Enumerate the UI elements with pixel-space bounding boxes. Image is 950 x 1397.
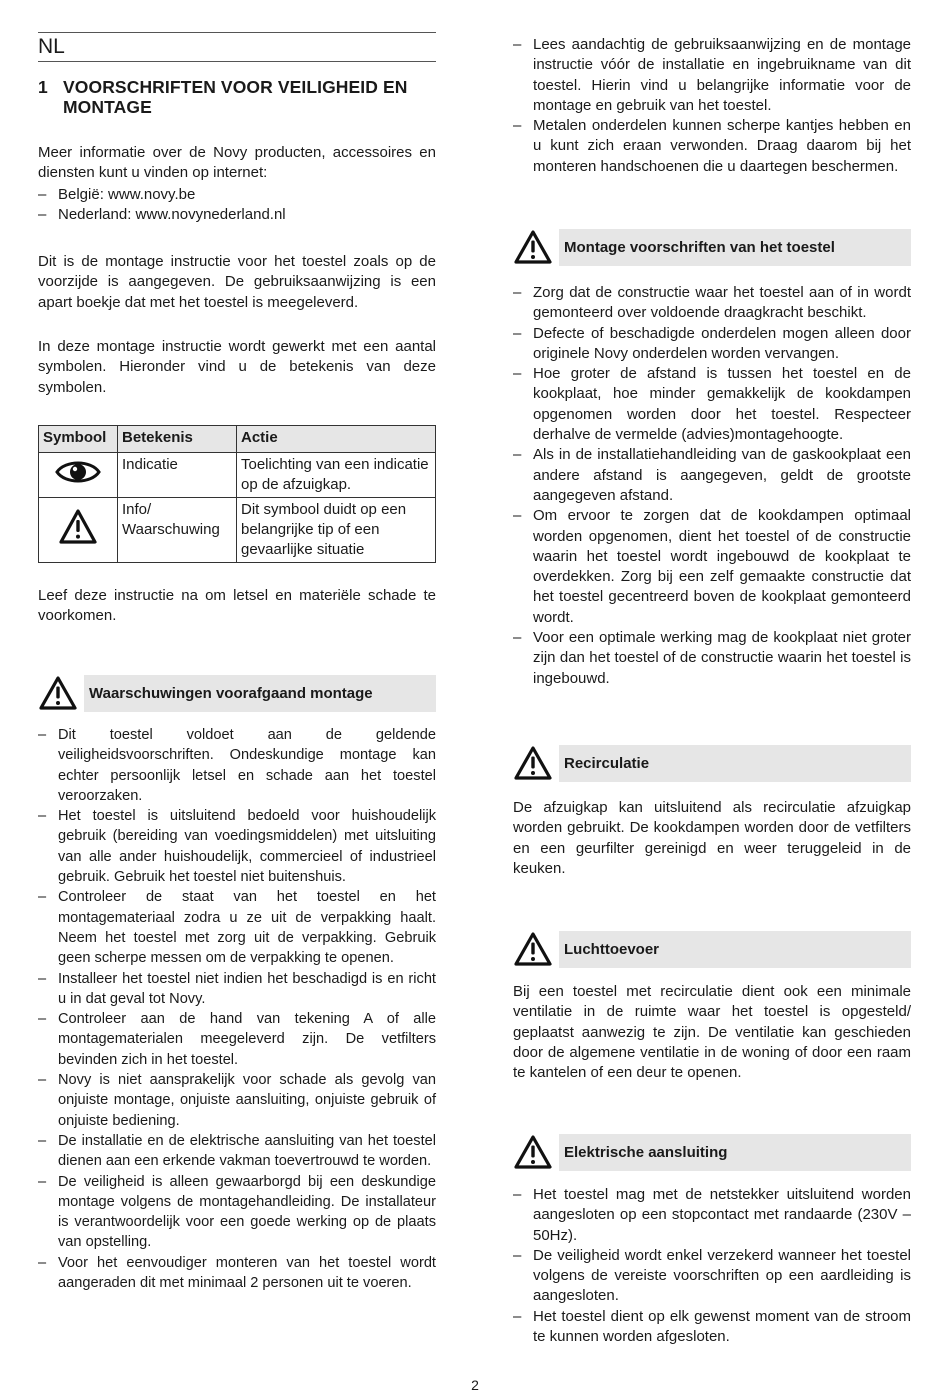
list-item: – Voor het eenvoudiger monteren van het toestel wordt aangeraden dit met minimaal 2 personen uit te voeren. [38, 1254, 436, 1292]
warning-icon [513, 1134, 553, 1171]
box-title: Recirculatie [564, 755, 650, 772]
list-item-text: Installeer het toestel niet indien het beschadigd is en richt u in dat geval tot Novy. [58, 970, 436, 1007]
list-item-text: Om ervoor te zorgen dat de kookdampen optimaal worden opgenomen, dient het toestel of de constructie waarin het toestel wordt ingebouwd de kookplaat te overdekken. Zorg bij een zelf gemaakte constructie dat het toestel gecentreerd boven de kookplaat gemonteerd wordt. [533, 507, 911, 626]
list-item-text: Zorg dat de constructie waar het toestel aan of in wordt gemonteerd over voldoende draagkracht beschikt. [533, 284, 911, 322]
montage-list [513, 283, 911, 689]
link-belgium[interactable]: België: www.novy.be [58, 186, 196, 203]
column-header: Symbool [39, 426, 118, 453]
warning-icon [513, 229, 553, 266]
list-item: – Zorg dat de constructie waar het toestel aan of in wordt gemonteerd over voldoende draagkracht beschikt. [513, 284, 911, 322]
table-cell: Indicatie [118, 453, 237, 498]
list-item-text: Het toestel mag met de netstekker uitsluitend worden aangesloten op een stopcontact met randaarde (230V – 50Hz). [533, 1186, 911, 1244]
list-item: – Installeer het toestel niet indien het beschadigd is en richt u in dat geval tot Novy. [38, 970, 436, 1007]
warning-icon [513, 931, 553, 968]
box-title: Luchttoevoer [564, 941, 660, 958]
list-item: – De installatie en de elektrische aansluiting van het toestel dienen aan een erkende vakman toevertrouwd te worden. [38, 1132, 436, 1170]
list-item: – Het toestel is uitsluitend bedoeld voor huishoudelijk gebruik (bereiding van voedingsmiddelen) met uitsluiting van alle ander huishoudelijk, commercieel of industrieel gebruik. Gebruik het toestel niet buitenshuis. [38, 808, 436, 886]
list-item: – België: www.novy.be [38, 186, 196, 203]
list-item: – Novy is niet aansprakelijk voor schade als gevolg van onjuiste montage, onjuiste aansluiting, onjuiste gebruik of onjuiste bediening. [38, 1072, 436, 1129]
warning-icon [38, 675, 78, 712]
recirculation-box-header [513, 745, 911, 782]
air-supply-box-header [513, 931, 911, 968]
column-header: Betekenis [118, 426, 237, 453]
list-item-text: Het toestel dient op elk gewenst moment van de stroom te kunnen worden afgesloten. [533, 1307, 911, 1346]
list-item-text: Dit toestel voldoet aan de geldende veiligheidsvoorschriften. Ondeskundige montage kan echter persoonlijk letsel en schade aan het toestel veroorzaken. [58, 727, 436, 804]
section-number: 1 [38, 77, 48, 97]
list-item-text: Novy is niet aansprakelijk voor schade als gevolg van onjuiste montage, onjuiste aansluiting, onjuiste gebruik of onjuiste bediening. [58, 1072, 436, 1129]
list-item-text: Defecte of beschadigde onderdelen mogen alleen door originele Novy onderdelen worden vervangen. [533, 324, 911, 362]
warning-box-header [38, 675, 436, 712]
list-item: – Het toestel dient op elk gewenst moment van de stroom te kunnen worden afgesloten. [513, 1307, 911, 1346]
list-item-text: De installatie en de elektrische aansluiting van het toestel dienen aan een erkende vakman toevertrouwd te worden. [58, 1132, 436, 1170]
table-row [39, 453, 436, 498]
list-item-text: Controleer aan de hand van tekening A of alle montagematerialen meegeleverd zijn. De vetfilters bevinden zich in het toestel. [58, 1011, 436, 1068]
list-item: – De veiligheid is alleen gewaarborgd bij een deskundige montage volgens de montagehandleiding. De installateur is verantwoordelijk voor een goede werking op de plaats van opstelling. [38, 1173, 436, 1251]
list-item-text: Als in de installatiehandleiding van de gaskookplaat een andere afstand is aangegeven, geldt de grootste aangegeven afstand. [533, 446, 911, 504]
intro-text: Meer informatie over de Novy producten, accessoires en diensten kunt u vinden op internet: [38, 144, 436, 182]
list-item: – Defecte of beschadigde onderdelen mogen alleen door originele Novy onderdelen worden vervangen. [513, 324, 911, 362]
table-row [39, 498, 436, 563]
link-netherlands[interactable]: Nederland: www.novynederland.nl [58, 206, 286, 224]
header-rule-top [38, 32, 436, 33]
page-number: 2 [471, 1377, 479, 1393]
list-item: – Als in de installatiehandleiding van de gaskookplaat een andere afstand is aangegeven, geldt de grootste aangegeven afstand. [513, 446, 911, 504]
column-header: Actie [237, 426, 436, 453]
symbol-table [38, 425, 436, 563]
right-top-list [513, 35, 911, 177]
table-header-row [39, 426, 436, 453]
warning-icon [58, 508, 98, 546]
box-title: Elektrische aansluiting [564, 1144, 728, 1161]
list-item: – Dit toestel voldoet aan de geldende veiligheidsvoorschriften. Ondeskundige montage kan echter persoonlijk letsel en schade aan het toestel veroorzaken. [38, 727, 436, 804]
symbols-paragraph: In deze montage instructie wordt gewerkt met een aantal symbolen. Hieronder vind u de betekenis van deze symbolen. [38, 338, 436, 396]
list-item: – Controleer aan de hand van tekening A of alle montagematerialen meegeleverd zijn. De vetfilters bevinden zich in het toestel. [38, 1011, 436, 1068]
list-item-text: Voor het eenvoudiger monteren van het toestel wordt aangeraden dit met minimaal 2 personen uit te voeren. [58, 1254, 436, 1292]
list-item-text: Hoe groter de afstand is tussen het toestel en de kookplaat, hoe minder gemakkelijk de kookdampen opgenomen worden door het toestel. Respecteer derhalve de vermelde (advies)montagehoogte. [533, 365, 911, 444]
list-item-text: Lees aandachtig de gebruiksaanwijzing en de montage instructie vóór de installatie en ingebruikname van dit toestel. Hierin vind u belangrijke informatie voor de montage en gebruik van het toestel. [533, 36, 911, 114]
table-cell: Toelichting van een indicatie op de afzuigkap. [237, 453, 436, 498]
section-title: VOORSCHRIFTEN VOOR VEILIGHEID EN MONTAGE [63, 77, 408, 117]
list-item-text: De veiligheid is alleen gewaarborgd bij een deskundige montage volgens de montagehandleiding. De installateur is verantwoordelijk voor een goede werking op de plaats van opstelling. [58, 1173, 436, 1251]
language-code: NL [38, 35, 65, 58]
list-item: – Om ervoor te zorgen dat de kookdampen optimaal worden opgenomen, dient het toestel of de constructie waarin het toestel wordt ingebouwd de kookplaat te overdekken. Zorg bij een zelf gemaakte constructie dat het toestel gecentreerd boven de kookplaat gemonteerd wordt. [513, 507, 911, 626]
warning-list [38, 725, 436, 1293]
list-item-text: Metalen onderdelen kunnen scherpe kantjes hebben en u kunt zich eraan verwonden. Draag daarom bij het monteren handschoenen die u daartegen beschermen. [533, 117, 911, 175]
symbol-cell [39, 498, 118, 563]
table-cell: Dit symbool duidt op een belangrijke tip of een gevaarlijke situatie [237, 498, 436, 563]
section-heading [38, 77, 436, 117]
box-title: Waarschuwingen voorafgaand montage [89, 685, 373, 702]
list-item: – Voor een optimale werking mag de kookplaat niet groter zijn dan het toestel of de constructie waarin het toestel is ingebouwd. [513, 629, 911, 687]
list-item: – Het toestel mag met de netstekker uitsluitend worden aangesloten op een stopcontact met randaarde (230V – 50Hz). [513, 1186, 911, 1244]
montage-paragraph: Dit is de montage instructie voor het toestel zoals op de voorzijde is aangegeven. De gebruiksaanwijzing is een apart boekje dat met het toestel is meegeleverd. [38, 253, 436, 311]
list-item-text: Het toestel is uitsluitend bedoeld voor huishoudelijk gebruik (bereiding van voedingsmiddelen) met uitsluiting van alle ander huishoudelijk, commercieel of industrieel gebruik. Gebruik het toestel niet buitenshuis. [58, 808, 436, 886]
list-item: – Hoe groter de afstand is tussen het toestel en de kookplaat, hoe minder gemakkelijk de kookdampen opgenomen worden door het toestel. Respecteer derhalve de vermelde (advies)montagehoogte. [513, 365, 911, 444]
electrical-list [513, 1185, 911, 1347]
montage-box-header [513, 229, 911, 266]
list-item: – Controleer de staat van het toestel en het montagemateriaal zodra u ze uit de verpakking haalt. Neem het toestel met zorg uit de verpakking. Gebruik geen scherpe messen om de verpakking te openen. [38, 889, 436, 967]
list-item-text: Voor een optimale werking mag de kookplaat niet groter zijn dan het toestel of de constructie waarin het toestel is ingebouwd. [533, 629, 911, 687]
header-rule-bottom [38, 61, 436, 62]
table-cell: Info/ Waarschuwing [118, 498, 237, 563]
symbol-cell [39, 453, 118, 498]
intro-links [38, 185, 436, 226]
list-item: – Metalen onderdelen kunnen scherpe kantjes hebben en u kunt zich eraan verwonden. Draag daarom bij het monteren handschoenen die u daartegen beschermen. [513, 117, 911, 175]
list-item: – De veiligheid wordt enkel verzekerd wanneer het toestel volgens de vereiste voorschriften op een aardleiding is aangesloten. [513, 1246, 911, 1305]
eye-icon [55, 457, 101, 487]
box-title: Montage voorschriften van het toestel [564, 239, 835, 256]
list-item: – Lees aandachtig de gebruiksaanwijzing en de montage instructie vóór de installatie en ingebruikname van dit toestel. Hierin vind u belangrijke informatie voor de montage en gebruik van het toestel. [513, 36, 911, 114]
list-item-text: De veiligheid wordt enkel verzekerd wanneer het toestel volgens de vereiste voorschriften op een aardleiding is aangesloten. [533, 1246, 911, 1305]
follow-paragraph: Leef deze instructie na om letsel en materiële schade te voorkomen. [38, 587, 436, 625]
air-supply-text: Bij een toestel met recirculatie dient ook een minimale ventilatie in de ruimte waar het toestel is opgesteld/ geplaatst aanwezig te zijn. De ventilatie kan geschieden door de algemene ventilatie in de woning of door een raam te kantelen of een deur te openen. [513, 983, 911, 1082]
list-item-text: Controleer de staat van het toestel en het montagemateriaal zodra u ze uit de verpakking haalt. Neem het toestel met zorg uit de verpakking. Gebruik geen scherpe messen om de verpakking te openen. [58, 889, 436, 967]
recirculation-text: De afzuigkap kan uitsluitend als recirculatie afzuigkap worden gebruikt. De kookdampen worden door de vetfilters en een geurfilter gereinigd en weer teruggeleid in de keuken. [513, 799, 911, 877]
list-item: – Nederland: www.novynederland.nl [38, 206, 286, 224]
electrical-box-header [513, 1134, 911, 1171]
warning-icon [513, 745, 553, 782]
